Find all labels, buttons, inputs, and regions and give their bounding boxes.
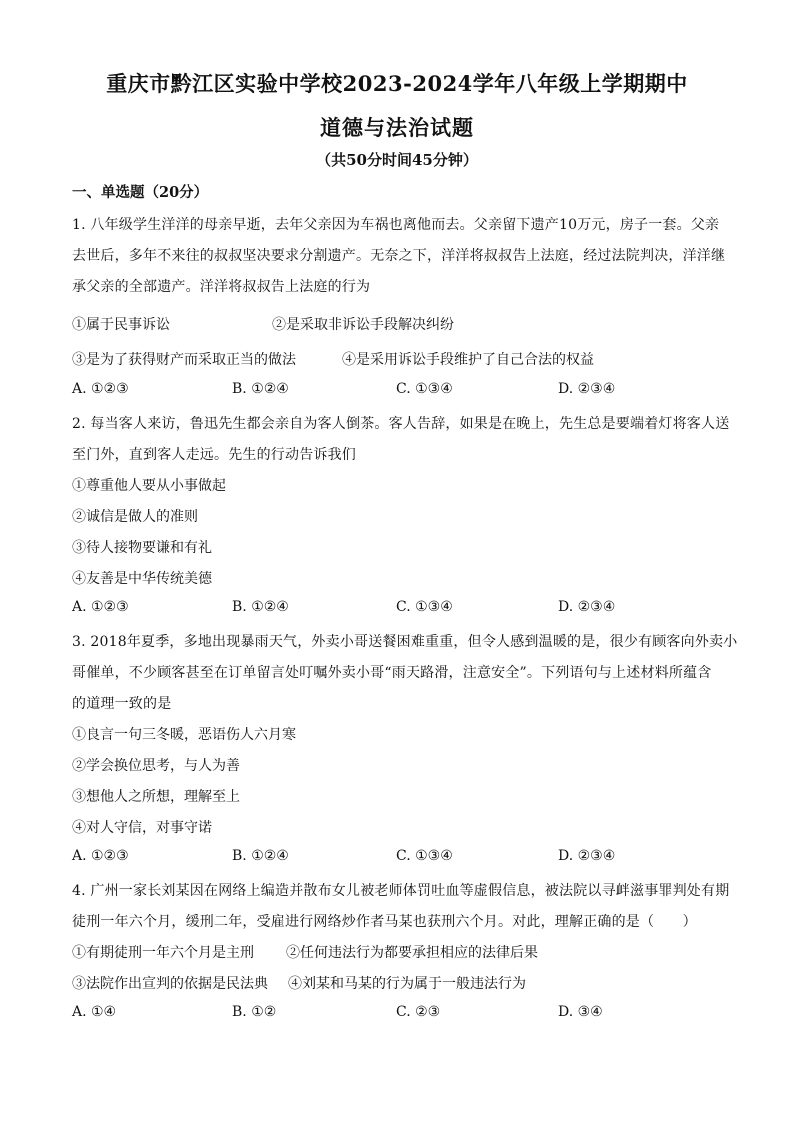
statement: ③法院作出宣判的依据是民法典 <box>72 976 268 992</box>
statement: ②诚信是做人的准则 <box>72 509 198 525</box>
choice-b: B. ①② <box>232 1004 277 1020</box>
choice-c: C. ①③④ <box>396 599 453 615</box>
choice-d: D. ②③④ <box>558 381 616 397</box>
statement: ④刘某和马某的行为属于一般违法行为 <box>288 976 526 992</box>
question-stem-line: 去世后，多年不来往的叔叔坚决要求分割遗产。无奈之下，洋洋将叔叔告上法庭，经过法院判决，洋洋继 <box>72 248 726 264</box>
statement: ①有期徒刑一年六个月是主刑 <box>72 945 254 961</box>
choice-c: C. ②③ <box>396 1004 441 1020</box>
exam-duration-note: （共50分时间45分钟） <box>316 151 478 169</box>
question-stem-line: 徒刑一年六个月，缓刑二年，受雇进行网络炒作者马某也获刑六个月。对此，理解正确的是（ ） <box>72 914 697 930</box>
statement: ①尊重他人要从小事做起 <box>72 478 226 494</box>
choice-c: C. ①③④ <box>396 381 453 397</box>
statement: ①良言一句三冬暖，恶语伤人六月寒 <box>72 727 296 743</box>
choice-d: D. ②③④ <box>558 599 616 615</box>
question-stem-line: 2. 每当客人来访，鲁迅先生都会亲自为客人倒茶。客人告辞，如果是在晚上，先生总是要端着灯将客人送 <box>72 416 730 432</box>
exam-subject-title: 道德与法治试题 <box>320 115 474 140</box>
question-stem-line: 的道理一致的是 <box>72 696 172 712</box>
statement: ④友善是中华传统美德 <box>72 571 212 587</box>
statement: ②是采取非诉讼手段解决纠纷 <box>272 317 454 333</box>
choice-b: B. ①②④ <box>232 381 289 397</box>
statement: ②任何违法行为都要承担相应的法律后果 <box>286 945 538 961</box>
statement: ④对人守信，对事守诺 <box>72 820 212 836</box>
choice-a: A. ①②③ <box>72 381 129 397</box>
exam-title: 重庆市黔江区实验中学校2023-2024学年八年级上学期期中 <box>106 71 688 96</box>
statement: ③想他人之所想，理解至上 <box>72 789 240 805</box>
statement: ③待人接物要谦和有礼 <box>72 540 212 556</box>
choice-b: B. ①②④ <box>232 848 289 864</box>
choice-d: D. ②③④ <box>558 848 616 864</box>
question-stem-line: 至门外，直到客人走远。先生的行动告诉我们 <box>72 447 356 463</box>
statement: ②学会换位思考，与人为善 <box>72 758 240 774</box>
question-stem-line: 3. 2018年夏季，多地出现暴雨天气，外卖小哥送餐困难重重，但令人感到温暖的是，很少有顾客向外卖小 <box>72 634 738 650</box>
choice-c: C. ①③④ <box>396 848 453 864</box>
choice-b: B. ①②④ <box>232 599 289 615</box>
choice-a: A. ①②③ <box>72 599 129 615</box>
choice-a: A. ①②③ <box>72 848 129 864</box>
statement: ③是为了获得财产而采取正当的做法 <box>72 352 296 368</box>
statement: ①属于民事诉讼 <box>72 317 170 333</box>
question-stem-line: 4. 广州一家长刘某因在网络上编造并散布女儿被老师体罚吐血等虚假信息，被法院以寻衅滋事罪判处有期 <box>72 883 730 899</box>
question-stem-line: 哥催单，不少顾客甚至在订单留言处叮嘱外卖小哥“雨天路滑，注意安全”。下列语句与上述材料所蕴含 <box>72 665 712 681</box>
choice-d: D. ③④ <box>558 1004 603 1020</box>
section-heading: 一、单选题（20分） <box>72 184 209 201</box>
question-stem-line: 1. 八年级学生洋洋的母亲早逝，去年父亲因为车祸也离他而去。父亲留下遗产10万元，房子一套。父亲 <box>72 217 720 233</box>
choice-a: A. ①④ <box>72 1004 117 1020</box>
question-stem-line: 承父亲的全部遗产。洋洋将叔叔告上法庭的行为 <box>72 279 371 295</box>
statement: ④是采用诉讼手段维护了自己合法的权益 <box>342 352 594 368</box>
